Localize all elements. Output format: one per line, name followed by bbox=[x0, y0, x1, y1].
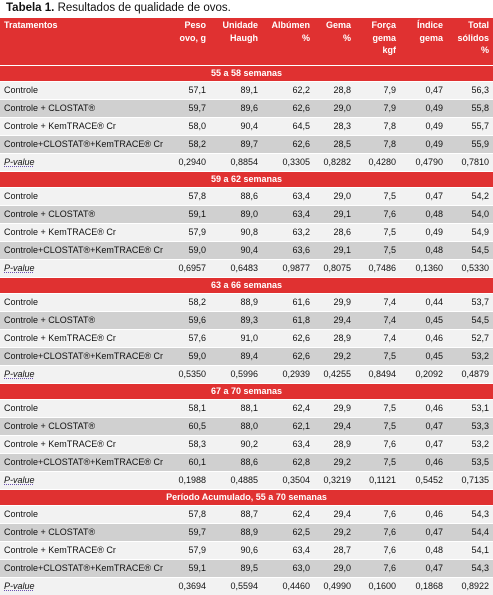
table-row bbox=[0, 82, 493, 100]
pvalue-label-cell bbox=[0, 578, 163, 595]
pvalue-label-cell bbox=[0, 154, 163, 172]
value-cell: 54,2 bbox=[447, 188, 493, 206]
pvalue-cell: 0,3219 bbox=[314, 472, 355, 490]
value-cell: 7,5 bbox=[355, 188, 400, 206]
value-cell: 7,6 bbox=[355, 436, 400, 454]
value-cell: 7,9 bbox=[355, 100, 400, 118]
value-cell: 55,9 bbox=[447, 136, 493, 154]
value-cell: 63,2 bbox=[262, 224, 314, 242]
value-cell: 29,2 bbox=[314, 348, 355, 366]
value-cell: 59,7 bbox=[163, 100, 210, 118]
pvalue-label: P-value bbox=[4, 263, 35, 273]
table-row bbox=[0, 206, 493, 224]
value-cell: 62,4 bbox=[262, 400, 314, 418]
value-cell: 54,3 bbox=[447, 560, 493, 578]
value-cell: 7,4 bbox=[355, 294, 400, 312]
value-cell: 62,6 bbox=[262, 136, 314, 154]
treatment-label: Controle bbox=[0, 82, 163, 100]
value-cell: 0,46 bbox=[400, 400, 447, 418]
value-cell: 7,9 bbox=[355, 82, 400, 100]
section-title: 67 a 70 semanas bbox=[0, 384, 493, 400]
value-cell: 28,8 bbox=[314, 82, 355, 100]
pvalue-cell: 0,6957 bbox=[163, 260, 210, 278]
value-cell: 0,47 bbox=[400, 524, 447, 542]
value-cell: 57,1 bbox=[163, 82, 210, 100]
value-cell: 88,9 bbox=[210, 294, 262, 312]
pvalue-cell: 0,4255 bbox=[314, 366, 355, 384]
table-header-row bbox=[0, 18, 493, 66]
value-cell: 63,4 bbox=[262, 188, 314, 206]
pvalue-cell: 0,4885 bbox=[210, 472, 262, 490]
value-cell: 54,0 bbox=[447, 206, 493, 224]
value-cell: 60,1 bbox=[163, 454, 210, 472]
pvalue-cell: 0,5350 bbox=[163, 366, 210, 384]
pvalue-cell: 0,8075 bbox=[314, 260, 355, 278]
value-cell: 59,6 bbox=[163, 312, 210, 330]
value-cell: 62,4 bbox=[262, 506, 314, 524]
value-cell: 56,3 bbox=[447, 82, 493, 100]
pvalue-label: P-value bbox=[4, 157, 35, 167]
value-cell: 63,4 bbox=[262, 436, 314, 454]
header-yolk-index: Índice gema bbox=[400, 18, 447, 66]
pvalue-cell: 0,6483 bbox=[210, 260, 262, 278]
value-cell: 28,6 bbox=[314, 224, 355, 242]
pvalue-cell: 0,4280 bbox=[355, 154, 400, 172]
pvalue-row bbox=[0, 260, 493, 278]
section-header-row bbox=[0, 490, 493, 506]
pvalue-cell: 0,7135 bbox=[447, 472, 493, 490]
value-cell: 0,47 bbox=[400, 418, 447, 436]
value-cell: 53,3 bbox=[447, 418, 493, 436]
table-row bbox=[0, 506, 493, 524]
table-row bbox=[0, 436, 493, 454]
value-cell: 54,9 bbox=[447, 224, 493, 242]
value-cell: 54,1 bbox=[447, 542, 493, 560]
table-row bbox=[0, 188, 493, 206]
value-cell: 28,3 bbox=[314, 118, 355, 136]
value-cell: 0,46 bbox=[400, 330, 447, 348]
value-cell: 90,8 bbox=[210, 224, 262, 242]
value-cell: 7,6 bbox=[355, 524, 400, 542]
value-cell: 88,0 bbox=[210, 418, 262, 436]
pvalue-cell: 0,1868 bbox=[400, 578, 447, 595]
value-cell: 89,0 bbox=[210, 206, 262, 224]
section-header-row bbox=[0, 278, 493, 294]
value-cell: 29,4 bbox=[314, 506, 355, 524]
table-row bbox=[0, 348, 493, 366]
table-row bbox=[0, 454, 493, 472]
value-cell: 89,4 bbox=[210, 348, 262, 366]
header-total-solids: Total sólidos % bbox=[447, 18, 493, 66]
value-cell: 53,1 bbox=[447, 400, 493, 418]
value-cell: 28,9 bbox=[314, 436, 355, 454]
pvalue-cell: 0,9877 bbox=[262, 260, 314, 278]
value-cell: 7,6 bbox=[355, 206, 400, 224]
table-row bbox=[0, 224, 493, 242]
pvalue-row bbox=[0, 578, 493, 595]
value-cell: 0,47 bbox=[400, 436, 447, 454]
treatment-label: Controle + CLOSTAT® bbox=[0, 100, 163, 118]
pvalue-cell: 0,3694 bbox=[163, 578, 210, 595]
value-cell: 29,4 bbox=[314, 418, 355, 436]
value-cell: 90,4 bbox=[210, 242, 262, 260]
pvalue-label-cell bbox=[0, 472, 163, 490]
value-cell: 29,2 bbox=[314, 524, 355, 542]
pvalue-label: P-value bbox=[4, 369, 35, 379]
header-albumen: Albúmen % bbox=[262, 18, 314, 66]
table-row bbox=[0, 400, 493, 418]
value-cell: 7,5 bbox=[355, 224, 400, 242]
pvalue-cell: 0,2940 bbox=[163, 154, 210, 172]
section-header-row bbox=[0, 384, 493, 400]
value-cell: 52,7 bbox=[447, 330, 493, 348]
value-cell: 62,1 bbox=[262, 418, 314, 436]
value-cell: 57,8 bbox=[163, 188, 210, 206]
value-cell: 0,47 bbox=[400, 188, 447, 206]
treatment-label: Controle+CLOSTAT®+KemTRACE® Cr bbox=[0, 560, 163, 578]
value-cell: 54,4 bbox=[447, 524, 493, 542]
treatment-label: Controle+CLOSTAT®+KemTRACE® Cr bbox=[0, 242, 163, 260]
value-cell: 29,1 bbox=[314, 206, 355, 224]
value-cell: 29,0 bbox=[314, 560, 355, 578]
pvalue-cell: 0,1121 bbox=[355, 472, 400, 490]
value-cell: 29,2 bbox=[314, 454, 355, 472]
section-title: 59 a 62 semanas bbox=[0, 172, 493, 188]
value-cell: 88,1 bbox=[210, 400, 262, 418]
value-cell: 7,5 bbox=[355, 242, 400, 260]
pvalue-cell: 0,4460 bbox=[262, 578, 314, 595]
pvalue-cell: 0,1600 bbox=[355, 578, 400, 595]
value-cell: 7,6 bbox=[355, 506, 400, 524]
treatment-label: Controle + KemTRACE® Cr bbox=[0, 224, 163, 242]
pvalue-cell: 0,3504 bbox=[262, 472, 314, 490]
pvalue-label: P-value bbox=[4, 581, 35, 591]
value-cell: 29,4 bbox=[314, 312, 355, 330]
value-cell: 90,6 bbox=[210, 542, 262, 560]
value-cell: 0,47 bbox=[400, 560, 447, 578]
value-cell: 28,7 bbox=[314, 542, 355, 560]
treatment-label: Controle bbox=[0, 506, 163, 524]
table-caption-text: Resultados de qualidade de ovos. bbox=[54, 2, 230, 14]
table-caption-label: Tabela 1. bbox=[6, 2, 54, 14]
pvalue-label-cell bbox=[0, 260, 163, 278]
table-row bbox=[0, 560, 493, 578]
value-cell: 62,6 bbox=[262, 100, 314, 118]
value-cell: 63,6 bbox=[262, 242, 314, 260]
value-cell: 0,49 bbox=[400, 224, 447, 242]
value-cell: 59,1 bbox=[163, 206, 210, 224]
value-cell: 7,8 bbox=[355, 118, 400, 136]
value-cell: 57,8 bbox=[163, 506, 210, 524]
value-cell: 7,8 bbox=[355, 136, 400, 154]
pvalue-cell: 0,5996 bbox=[210, 366, 262, 384]
value-cell: 62,6 bbox=[262, 330, 314, 348]
value-cell: 59,1 bbox=[163, 560, 210, 578]
value-cell: 53,2 bbox=[447, 348, 493, 366]
value-cell: 0,48 bbox=[400, 206, 447, 224]
value-cell: 28,9 bbox=[314, 330, 355, 348]
value-cell: 90,2 bbox=[210, 436, 262, 454]
value-cell: 57,9 bbox=[163, 224, 210, 242]
value-cell: 54,5 bbox=[447, 312, 493, 330]
table-row bbox=[0, 312, 493, 330]
pvalue-row bbox=[0, 472, 493, 490]
value-cell: 90,4 bbox=[210, 118, 262, 136]
value-cell: 29,9 bbox=[314, 294, 355, 312]
value-cell: 0,48 bbox=[400, 242, 447, 260]
header-yolk: Gema % bbox=[314, 18, 355, 66]
value-cell: 58,3 bbox=[163, 436, 210, 454]
value-cell: 57,9 bbox=[163, 542, 210, 560]
treatment-label: Controle + CLOSTAT® bbox=[0, 418, 163, 436]
value-cell: 53,7 bbox=[447, 294, 493, 312]
table-row bbox=[0, 242, 493, 260]
value-cell: 62,8 bbox=[262, 454, 314, 472]
value-cell: 0,46 bbox=[400, 506, 447, 524]
value-cell: 59,0 bbox=[163, 242, 210, 260]
value-cell: 88,6 bbox=[210, 188, 262, 206]
value-cell: 88,7 bbox=[210, 506, 262, 524]
value-cell: 89,7 bbox=[210, 136, 262, 154]
pvalue-cell: 0,8854 bbox=[210, 154, 262, 172]
table-row bbox=[0, 330, 493, 348]
value-cell: 62,6 bbox=[262, 348, 314, 366]
value-cell: 7,5 bbox=[355, 400, 400, 418]
value-cell: 58,1 bbox=[163, 400, 210, 418]
value-cell: 53,5 bbox=[447, 454, 493, 472]
value-cell: 29,1 bbox=[314, 242, 355, 260]
value-cell: 7,5 bbox=[355, 348, 400, 366]
table-row bbox=[0, 294, 493, 312]
value-cell: 57,6 bbox=[163, 330, 210, 348]
value-cell: 0,47 bbox=[400, 82, 447, 100]
header-yolk-strength: Força gema kgf bbox=[355, 18, 400, 66]
value-cell: 55,7 bbox=[447, 118, 493, 136]
value-cell: 0,48 bbox=[400, 542, 447, 560]
value-cell: 7,6 bbox=[355, 542, 400, 560]
table-row bbox=[0, 524, 493, 542]
pvalue-cell: 0,4990 bbox=[314, 578, 355, 595]
treatment-label: Controle + CLOSTAT® bbox=[0, 524, 163, 542]
value-cell: 7,4 bbox=[355, 330, 400, 348]
value-cell: 59,7 bbox=[163, 524, 210, 542]
table-row bbox=[0, 100, 493, 118]
section-title: 63 a 66 semanas bbox=[0, 278, 493, 294]
value-cell: 0,49 bbox=[400, 118, 447, 136]
pvalue-cell: 0,7810 bbox=[447, 154, 493, 172]
value-cell: 0,49 bbox=[400, 100, 447, 118]
pvalue-cell: 0,1988 bbox=[163, 472, 210, 490]
value-cell: 89,6 bbox=[210, 100, 262, 118]
value-cell: 54,5 bbox=[447, 242, 493, 260]
value-cell: 55,8 bbox=[447, 100, 493, 118]
pvalue-cell: 0,2092 bbox=[400, 366, 447, 384]
pvalue-cell: 0,1360 bbox=[400, 260, 447, 278]
pvalue-cell: 0,5594 bbox=[210, 578, 262, 595]
header-haugh-unit: Unidade Haugh bbox=[210, 18, 262, 66]
treatment-label: Controle + CLOSTAT® bbox=[0, 312, 163, 330]
pvalue-row bbox=[0, 154, 493, 172]
table-row bbox=[0, 118, 493, 136]
value-cell: 7,5 bbox=[355, 418, 400, 436]
pvalue-cell: 0,8494 bbox=[355, 366, 400, 384]
treatment-label: Controle bbox=[0, 400, 163, 418]
value-cell: 29,9 bbox=[314, 400, 355, 418]
pvalue-row bbox=[0, 366, 493, 384]
value-cell: 7,4 bbox=[355, 312, 400, 330]
value-cell: 0,49 bbox=[400, 136, 447, 154]
treatment-label: Controle + KemTRACE® Cr bbox=[0, 436, 163, 454]
value-cell: 0,45 bbox=[400, 312, 447, 330]
pvalue-cell: 0,5330 bbox=[447, 260, 493, 278]
header-egg-weight: Peso ovo, g bbox=[163, 18, 210, 66]
treatment-label: Controle+CLOSTAT®+KemTRACE® Cr bbox=[0, 454, 163, 472]
value-cell: 88,6 bbox=[210, 454, 262, 472]
value-cell: 54,3 bbox=[447, 506, 493, 524]
pvalue-label: P-value bbox=[4, 475, 35, 485]
value-cell: 62,2 bbox=[262, 82, 314, 100]
value-cell: 62,5 bbox=[262, 524, 314, 542]
section-title: 55 a 58 semanas bbox=[0, 66, 493, 82]
pvalue-cell: 0,8282 bbox=[314, 154, 355, 172]
table-row bbox=[0, 418, 493, 436]
value-cell: 63,4 bbox=[262, 542, 314, 560]
table-body bbox=[0, 66, 493, 595]
section-header-row bbox=[0, 66, 493, 82]
value-cell: 91,0 bbox=[210, 330, 262, 348]
table-row bbox=[0, 542, 493, 560]
value-cell: 7,6 bbox=[355, 560, 400, 578]
pvalue-cell: 0,4790 bbox=[400, 154, 447, 172]
table-caption bbox=[0, 0, 493, 17]
value-cell: 89,3 bbox=[210, 312, 262, 330]
value-cell: 61,8 bbox=[262, 312, 314, 330]
value-cell: 63,0 bbox=[262, 560, 314, 578]
value-cell: 89,5 bbox=[210, 560, 262, 578]
pvalue-cell: 0,3305 bbox=[262, 154, 314, 172]
value-cell: 7,5 bbox=[355, 454, 400, 472]
value-cell: 88,9 bbox=[210, 524, 262, 542]
treatment-label: Controle + CLOSTAT® bbox=[0, 206, 163, 224]
value-cell: 53,2 bbox=[447, 436, 493, 454]
treatment-label: Controle + KemTRACE® Cr bbox=[0, 118, 163, 136]
value-cell: 29,0 bbox=[314, 100, 355, 118]
header-treatments: Tratamentos bbox=[0, 18, 163, 66]
table-row bbox=[0, 136, 493, 154]
pvalue-cell: 0,5452 bbox=[400, 472, 447, 490]
section-title: Período Acumulado, 55 a 70 semanas bbox=[0, 490, 493, 506]
pvalue-cell: 0,8922 bbox=[447, 578, 493, 595]
value-cell: 60,5 bbox=[163, 418, 210, 436]
value-cell: 59,0 bbox=[163, 348, 210, 366]
treatment-label: Controle+CLOSTAT®+KemTRACE® Cr bbox=[0, 348, 163, 366]
treatment-label: Controle + KemTRACE® Cr bbox=[0, 542, 163, 560]
value-cell: 0,45 bbox=[400, 348, 447, 366]
value-cell: 63,4 bbox=[262, 206, 314, 224]
value-cell: 0,46 bbox=[400, 454, 447, 472]
value-cell: 58,2 bbox=[163, 294, 210, 312]
treatment-label: Controle + KemTRACE® Cr bbox=[0, 330, 163, 348]
egg-quality-table bbox=[0, 17, 493, 595]
section-header-row bbox=[0, 172, 493, 188]
pvalue-label-cell bbox=[0, 366, 163, 384]
value-cell: 58,0 bbox=[163, 118, 210, 136]
pvalue-cell: 0,7486 bbox=[355, 260, 400, 278]
value-cell: 89,1 bbox=[210, 82, 262, 100]
value-cell: 64,5 bbox=[262, 118, 314, 136]
treatment-label: Controle bbox=[0, 188, 163, 206]
value-cell: 29,0 bbox=[314, 188, 355, 206]
value-cell: 61,6 bbox=[262, 294, 314, 312]
pvalue-cell: 0,4879 bbox=[447, 366, 493, 384]
value-cell: 0,44 bbox=[400, 294, 447, 312]
pvalue-cell: 0,2939 bbox=[262, 366, 314, 384]
treatment-label: Controle bbox=[0, 294, 163, 312]
value-cell: 28,5 bbox=[314, 136, 355, 154]
value-cell: 58,2 bbox=[163, 136, 210, 154]
treatment-label: Controle+CLOSTAT®+KemTRACE® Cr bbox=[0, 136, 163, 154]
